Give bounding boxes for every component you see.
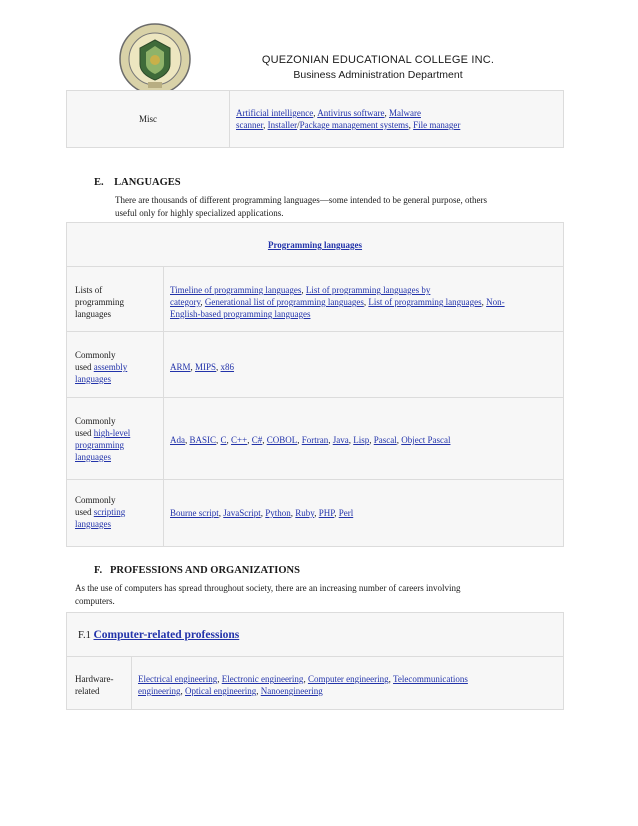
- row-divider: [66, 656, 564, 657]
- link-installer[interactable]: Installer: [267, 120, 298, 130]
- link-category[interactable]: category: [170, 297, 201, 307]
- row-divider: [66, 479, 564, 480]
- professions-title: F.1 Computer-related professions: [78, 629, 240, 641]
- row-links-scripting: Bourne script, JavaScript, Python, Ruby, PHP, Perl: [170, 508, 354, 518]
- row-divider: [66, 397, 564, 398]
- school-name: QUEZONIAN EDUCATIONAL COLLEGE INC.: [261, 54, 495, 66]
- link-x86[interactable]: x86: [220, 362, 235, 372]
- link-malware-scanner[interactable]: scanner: [236, 120, 264, 130]
- programming-languages-title: [66, 239, 564, 251]
- row-label-scripting: Commonly used scripting languages: [75, 495, 126, 529]
- link-telecommunications[interactable]: Telecommunications: [393, 674, 468, 684]
- misc-label: Misc: [139, 114, 157, 124]
- link-cobol[interactable]: COBOL: [266, 435, 298, 445]
- link-electronic-engineering[interactable]: Electronic engineering: [221, 674, 304, 684]
- link-high-level-languages[interactable]: languages: [75, 452, 111, 462]
- link-bourne-script[interactable]: Bourne script: [170, 508, 219, 518]
- link-computer-engineering[interactable]: Computer engineering: [307, 674, 389, 684]
- row-label-hardware: Hardware- related: [75, 674, 114, 696]
- link-malware[interactable]: Malware: [388, 108, 421, 118]
- row-links-high-level: Ada, BASIC, C, C++, C#, COBOL, Fortran, Java, Lisp, Pascal, Object Pascal: [170, 435, 451, 445]
- link-english-based[interactable]: English-based programming languages: [170, 309, 311, 319]
- department-name: Business Administration Department: [293, 69, 463, 81]
- link-electrical-engineering[interactable]: Electrical engineering: [138, 674, 218, 684]
- col-divider: [131, 657, 132, 709]
- misc-col-divider: [229, 91, 230, 147]
- link-lisp[interactable]: Lisp: [353, 435, 370, 445]
- link-package-management[interactable]: Package management systems: [299, 120, 409, 130]
- row-label-assembly: Commonly used assembly languages: [75, 350, 128, 384]
- link-programming-languages[interactable]: Programming languages: [267, 240, 363, 250]
- link-ruby[interactable]: Ruby: [295, 508, 315, 518]
- link-arm[interactable]: ARM: [170, 362, 191, 372]
- link-optical-engineering[interactable]: Optical engineering: [184, 686, 257, 696]
- link-mips[interactable]: MIPS: [195, 362, 217, 372]
- section-f-heading: F. PROFESSIONS AND ORGANIZATIONS: [94, 565, 300, 576]
- link-fortran[interactable]: Fortran: [301, 435, 329, 445]
- link-timeline[interactable]: Timeline of programming languages: [170, 285, 302, 295]
- link-perl[interactable]: Perl: [338, 508, 354, 518]
- row-links-assembly: ARM, MIPS, x86: [170, 362, 235, 372]
- link-programming[interactable]: programming: [75, 440, 124, 450]
- link-computer-related-professions[interactable]: Computer-related professions: [93, 629, 240, 641]
- link-high-level[interactable]: high-level: [93, 428, 131, 438]
- link-python[interactable]: Python: [265, 508, 291, 518]
- link-object-pascal[interactable]: Object Pascal: [401, 435, 451, 445]
- section-e-paragraph: [115, 194, 565, 219]
- row-links-hardware: Electrical engineering, Electronic engineering, Computer engineering, Telecommunications engineering, Optical engineering, Nanoengineering: [138, 674, 468, 696]
- link-list-by-category[interactable]: List of programming languages by: [305, 285, 431, 295]
- link-telecom-engineering[interactable]: engineering: [138, 686, 181, 696]
- section-e-heading: E. LANGUAGES: [94, 177, 181, 188]
- link-generational-list[interactable]: Generational list of programming languages: [204, 297, 364, 307]
- row-divider: [66, 331, 564, 332]
- link-non-english[interactable]: Non-: [486, 297, 505, 307]
- misc-links: Artificial intelligence, Antivirus software, Malware scanner, Installer/Package management systems, File manager: [236, 108, 461, 130]
- link-ada[interactable]: Ada: [170, 435, 185, 445]
- row-label-lists: Lists of programming languages: [75, 285, 124, 319]
- link-file-manager[interactable]: File manager: [413, 120, 461, 130]
- link-javascript[interactable]: JavaScript: [223, 508, 261, 518]
- link-cpp[interactable]: C++: [231, 435, 248, 445]
- section-e-para-line2: useful only for highly specialized applications.: [115, 207, 284, 218]
- link-c[interactable]: C: [220, 435, 227, 445]
- row-divider: [66, 266, 564, 267]
- link-pascal[interactable]: Pascal: [373, 435, 397, 445]
- link-assembly[interactable]: assembly: [93, 362, 128, 372]
- link-artificial-intelligence[interactable]: Artificial intelligence: [236, 108, 314, 118]
- link-scripting-languages[interactable]: languages: [75, 519, 111, 529]
- section-f-para-line2: computers.: [75, 595, 115, 606]
- row-links-lists: Timeline of programming languages, List of programming languages by category, Generational list of programming languages, List of programming languages, Non- English-based programming languages: [170, 285, 505, 319]
- section-f-para-line1: As the use of computers has spread throughout society, there are an increasing number of careers involving: [75, 583, 461, 593]
- section-f-paragraph: [75, 582, 565, 607]
- col-divider: [163, 267, 164, 546]
- link-nanoengineering[interactable]: Nanoengineering: [260, 686, 323, 696]
- row-label-high-level: Commonly used high-level programming languages: [75, 416, 131, 462]
- link-assembly-languages[interactable]: languages: [75, 374, 111, 384]
- link-basic[interactable]: BASIC: [189, 435, 217, 445]
- link-csharp[interactable]: C#: [251, 435, 263, 445]
- link-antivirus-software[interactable]: Antivirus software: [317, 108, 385, 118]
- link-php[interactable]: PHP: [318, 508, 335, 518]
- link-list-of-languages[interactable]: List of programming languages: [368, 297, 482, 307]
- link-java[interactable]: Java: [332, 435, 349, 445]
- section-e-para-line1: There are thousands of different programming languages—some intended to be general purpose, others: [115, 195, 487, 205]
- link-scripting[interactable]: scripting: [93, 507, 126, 517]
